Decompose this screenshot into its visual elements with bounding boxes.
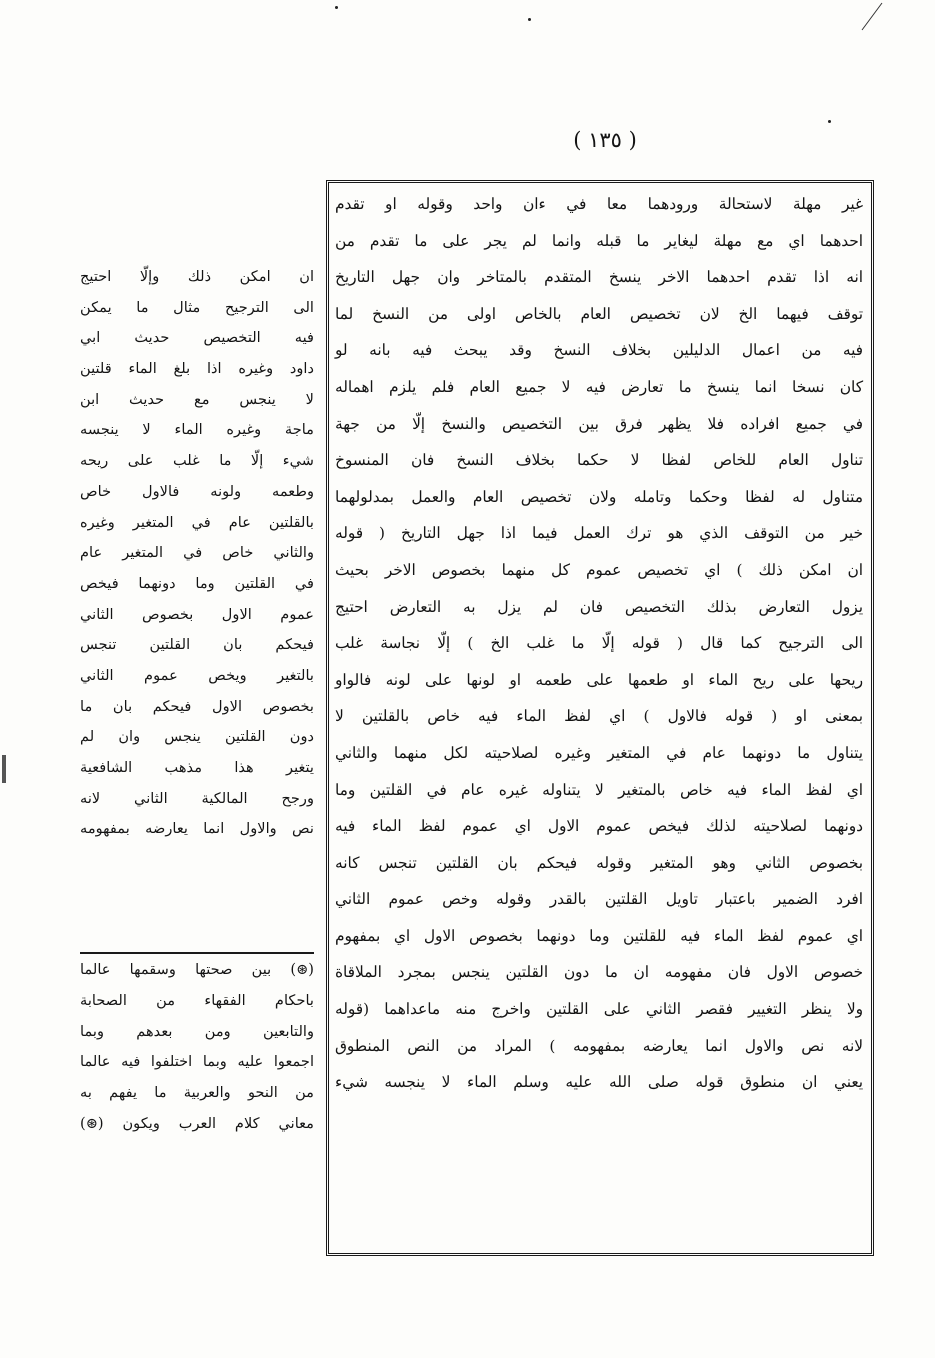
main-text-line: تناول العام للخاص لفظا لا حكما بخلاف النسخ فان المنسوخ xyxy=(335,451,863,470)
scan-dot xyxy=(528,18,531,21)
margin-text-line: فيحكم بان القلتين تنجس xyxy=(80,636,314,654)
footnote-line: باحكام الفقهاء من الصحابة xyxy=(80,991,314,1009)
main-text-line: غير مهلة لاستحالة ورودهما معا في ءان واحد وقوله او تقدم xyxy=(335,195,863,213)
margin-text-line: في القلتين وما دونهما فيخص xyxy=(80,574,314,592)
margin-text-line: شيء إلّا ما غلب على ريحه xyxy=(80,452,314,470)
main-text-line: افرد الضمير باعتبار تاويل القلتين بالقدر وقوله وخص عموم الثاني xyxy=(335,890,863,909)
main-commentary-text xyxy=(331,186,867,1248)
main-text-line: يعني ان منطوق قوله صلى الله عليه وسلم الماء لا ينجسه شيء xyxy=(335,1073,863,1092)
main-text-line: احدهما اي مع مهلة ليغاير ما قبله وانما لم يجر على ما تقدم من xyxy=(335,231,863,250)
main-text-line: بمعنى او ( قوله فالاول ) اي لفظ الماء فيه خاص بالقلتين لا xyxy=(335,707,863,726)
page-number: ( ١٣٥ ) xyxy=(573,128,637,152)
main-text-line: ريحها على ريح الماء او طعمها على طعمه او لونها على لونه فالواو xyxy=(335,670,863,689)
margin-text-line: نص والاول انما يعارضه بمفهومه xyxy=(80,820,314,838)
main-text-line: كان نسخا انما ينسخ ما تعارض فيه لا جميع العام فلم يلزم اهماله xyxy=(335,377,863,396)
main-text-line: خير من التوقف الذي هو ترك العمل فيما اذا جهل التاريخ ( قوله xyxy=(335,524,863,543)
footnote-line: والتابعين ومن بعدهم وبما xyxy=(80,1022,314,1040)
scan-edge-mark xyxy=(2,755,6,783)
margin-text-line: يتغير هذا مذهب الشافعية xyxy=(80,759,314,776)
footnote-divider xyxy=(80,952,314,954)
scan-dot xyxy=(828,120,831,123)
main-text-line: الى الترجيح كما قال ( قوله إلّا ما غلب الخ ) إلّا نجاسة غلب xyxy=(335,634,863,653)
main-text-line: بخصوص الثاني وهو المتغير وقوله فيحكم بان القلتين تنجس كانه xyxy=(335,853,863,872)
margin-text-line: والثاني خاص في المتغير عام xyxy=(80,544,314,562)
footnote-line: (⊛) بين صحتها وسقمها عالما xyxy=(80,961,314,978)
scan-mark-slash xyxy=(858,2,884,32)
main-text-line: انه اذا تقدم احدهما الاخر ينسخ المتقدم بالمتاخر وان جهل التاريخ xyxy=(335,268,863,287)
margin-text-line: بالقلتين عام في المتغير وغيره xyxy=(80,513,314,531)
main-text-line: ان امكن ذلك ) اي تخصيص عموم كل منهما بخصوص الاخر بحيث xyxy=(335,560,863,579)
margin-text-line: دون القلتين ينجس وان لم xyxy=(80,728,314,746)
footnote-line: اجمعوا عليه وبما اختلفوا فيه عالما xyxy=(80,1053,314,1071)
margin-text-line: لا ينجس مع حديث ابن xyxy=(80,390,314,408)
main-text-line: متناول له لفظا وحكما وتامله ولان تخصيص العام والعمل بمدلولهما xyxy=(335,487,863,506)
main-text-line: دونهما لصلاحيته لذلك فيخص عموم الاول اي عموم لفظ الماء فيه xyxy=(335,817,863,836)
main-text-line: لانه نص والاول انما يعارضه بمفهومه ) المراد من النص المنطوق xyxy=(335,1036,863,1055)
footnote-line: من النحو والعربية ما يفهم به xyxy=(80,1084,314,1102)
margin-text-line: عموم الاول بخصوص الثاني xyxy=(80,605,314,623)
margin-text-line: ورجح المالكية الثاني لانه xyxy=(80,789,314,807)
margin-text-line: بالتغير ويخص عموم الثاني xyxy=(80,666,314,684)
margin-text-column xyxy=(80,262,314,845)
main-text-line: اي لفظ الماء فيه خاص بالمتغير لا يتناوله غيره عام في القلتين وما xyxy=(335,780,863,799)
margin-text-line: داود وغيره اذا بلغ الماء قلتين xyxy=(80,360,314,378)
margin-text-line: الى الترجيح مثال ما يمكن xyxy=(80,298,314,316)
main-text-line: في جميع افراده فلا يظهر فرق بين التخصيص والنسخ إلّا من جهة xyxy=(335,414,863,433)
footnote xyxy=(80,955,314,1140)
margin-text-line: ان امكن ذلك وإلّا احتيج xyxy=(80,268,314,285)
margin-text-line: ماجة وغيره الماء لا ينجسه xyxy=(80,421,314,439)
margin-text-line: وطعمه ولونه فالاول خاص xyxy=(80,482,314,500)
footnote-line: معاني كلام العرب ويكون (⊛) xyxy=(80,1114,314,1132)
main-text-line: يزول التعارض بذلك التخصيص فان لم يزل به التعارض احتيج xyxy=(335,597,863,616)
main-text-line: يتناول ما دونهما عام في المتغير وغيره لصلاحيته لكل منهما والثاني xyxy=(335,743,863,762)
margin-text-line: بخصوص الاول فيحكم بان ما xyxy=(80,697,314,715)
scan-dot xyxy=(335,6,338,9)
margin-text-line: فيه التخصيص حديث ابي xyxy=(80,329,314,347)
main-text-line: خصوص الاول فان مفهومه ان ما دون القلتين ينجس بمجرد الملاقاة xyxy=(335,963,863,982)
main-text-line: فيه من اعمال الدليلين بخلاف النسخ وقد يبحث فيه بانه لو xyxy=(335,341,863,360)
main-text-line: اي عموم لفظ الماء فيه للقلتين وما دونهما بخصوص الاول اي بمفهوم xyxy=(335,926,863,945)
main-text-line: توقف فيهما الخ لان تخصيص العام بالخاص اولى من النسخ لما xyxy=(335,304,863,323)
main-text-line: ولا ينظر التغيير فقصر الثاني على القلتين واخرج منه ماعداهما (قوله xyxy=(335,1000,863,1019)
